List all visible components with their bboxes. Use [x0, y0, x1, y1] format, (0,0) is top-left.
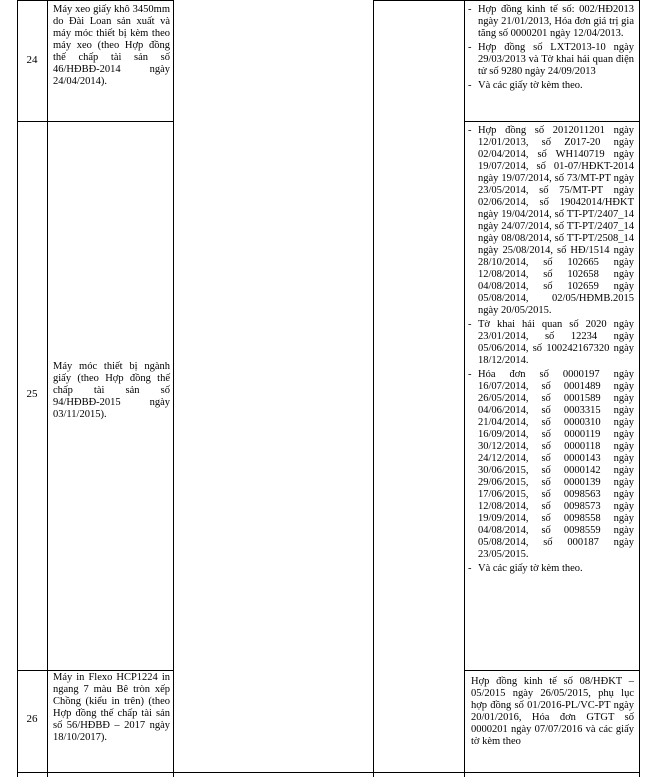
- dash-bullet: -: [468, 42, 472, 53]
- doc-text: Hợp đồng kinh tế số: 002/HĐ2013 ngày 21/01/2013, Hóa đơn giá trị gia tăng số 0000201 ngày 12/04/2013.: [478, 4, 634, 39]
- list-item: [468, 563, 634, 575]
- dash-bullet: -: [468, 319, 472, 330]
- doc-text: Hóa đơn số 0000197 ngày 16/07/2014, số 0001489 ngày 26/05/2014, số 0001589 ngày 04/06/2014, số 0003315 ngày 21/04/2014, số 0000310 ngày 16/09/2014, số 0000119 ngày 30/12/2014, số 0000118 ngày 24/12/2014, số 0000143 ngày 30/06/2015, số 0000142 ngày 29/06/2015, số 0000139 ngày 17/06/2015, số 0098563 ngày 12/08/2014, số 0098573 ngày 19/09/2014, số 0098558 ngày 04/08/2014, số 0098559 ngày 05/08/2014, số 000187 ngày 23/05/2015.: [478, 369, 634, 560]
- dash-bullet: -: [468, 80, 472, 91]
- list-item: [468, 369, 634, 561]
- documents-list: [468, 4, 634, 94]
- table-divider-asset: [173, 0, 174, 777]
- row-line-24-25-asset: [17, 121, 174, 122]
- dash-bullet: -: [468, 125, 472, 136]
- doc-text: Tờ khai hải quan số 2020 ngày 23/01/2014, số 12234 ngày 05/06/2014, số 100242167320 ngày 18/12/2014.: [478, 319, 634, 366]
- list-item: [468, 319, 634, 367]
- table-divider-docs: [464, 0, 465, 777]
- doc-text: Và các giấy tờ kèm theo.: [478, 563, 583, 574]
- doc-text: Và các giấy tờ kèm theo.: [478, 80, 583, 91]
- doc-text: Hợp đồng số 2012011201 ngày 12/01/2013, số Z017-20 ngày 02/04/2014, số WH140719 ngày 19/07/2014, số 01-07/HĐKT-2014 ngày 19/07/2014, số 73/MT-PT ngày 23/05/2014, số 75/MT-PT ngày 02/06/2014, số 19042014/HĐKT ngày 19/04/2014, số TT-PT/2407_14 ngày 24/07/2014, số TT-PT/2407_14 ngày 08/08/2014, số TT-PT/2508_14 ngày 25/08/2014, số HĐ/1514 ngày 28/10/2014, số 102665 ngày 12/08/2014, số 102658 ngày 04/08/2014, số 102659 ngày 05/08/2014, 02/05/HĐMB.2015 ngày 20/05/2015.: [478, 125, 634, 316]
- asset-description: Máy móc thiết bị ngành giấy (theo Hợp đồng thế chấp tài sản số 94/HĐBĐ-2015 ngày 03/11/2015).: [53, 361, 170, 420]
- table-divider-no: [47, 0, 48, 777]
- doc-text: Hợp đồng kinh tế số 08/HĐKT – 05/2015 ngày 26/05/2015, phụ lục hợp đồng số 01/2016-PL/VC-PT ngày 20/01/2016, Hóa đơn GTGT số 0000201 ngày 07/07/2016 và các giấy tờ kèm theo: [471, 676, 634, 747]
- asset-description: Máy xeo giấy khô 3450mm do Đài Loan sản xuất và máy móc thiết bị kèm theo máy xeo (theo Hợp đồng thế chấp tài sản số 46/HĐBĐ-2014 ngày 24/04/2014).: [53, 4, 170, 87]
- row-top-line-docs: [373, 0, 640, 1]
- doc-text: Hợp đồng số LXT2013-10 ngày 29/03/2013 và Tờ khai hải quan điện tử số 9280 ngày 24/09/2013: [478, 42, 634, 77]
- table-border-bottom: [17, 772, 640, 773]
- list-item: [468, 4, 634, 40]
- asset-description: Máy in Flexo HCP1224 in ngang 7 màu Bê tròn xếp Chồng (kiểu in trên) (theo Hợp đồng thế chấp tài sản số 56/HĐBĐ – 2017 ngày 18/10/2017).: [53, 672, 170, 743]
- table-border-right: [639, 0, 640, 777]
- row-line-25-26-docs: [464, 670, 640, 671]
- row-top-line-asset: [17, 0, 174, 1]
- dash-bullet: -: [468, 4, 472, 15]
- documents-list: [468, 125, 634, 577]
- row-number: 24: [26, 54, 38, 66]
- row-line-25-26-asset: [17, 670, 174, 671]
- row-line-24-25-docs: [464, 121, 640, 122]
- row-number: 25: [26, 388, 38, 400]
- list-item: [468, 42, 634, 78]
- list-item: [468, 125, 634, 317]
- list-item: [468, 80, 634, 92]
- dash-bullet: -: [468, 563, 472, 574]
- row-number: 26: [26, 713, 38, 725]
- table-divider-mid: [373, 0, 374, 777]
- dash-bullet: -: [468, 369, 472, 380]
- documents-text: [468, 676, 634, 748]
